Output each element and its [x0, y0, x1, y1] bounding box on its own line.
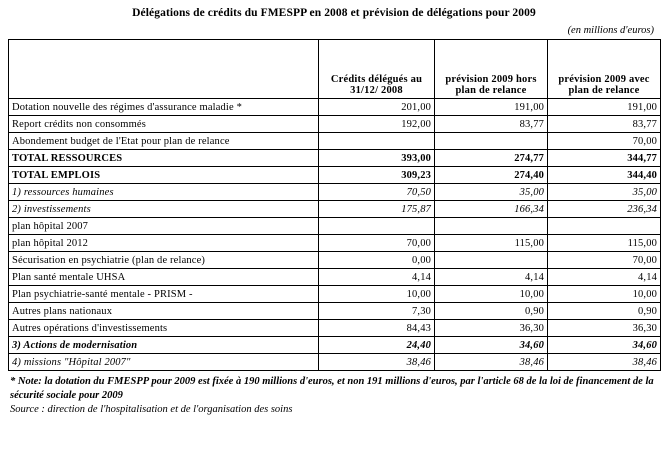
table-header: [9, 40, 661, 99]
column-header-prev-2009-hors: prévision 2009 hors plan de relance: [435, 40, 548, 99]
row-value-hors: 274,77: [435, 150, 548, 167]
row-label: Autres opérations d'investissements: [9, 320, 319, 337]
row-value-hors: 4,14: [435, 269, 548, 286]
unit-note: (en millions d'euros): [567, 25, 654, 36]
row-value-hors: 115,00: [435, 235, 548, 252]
row-value-avec: 191,00: [548, 99, 661, 116]
source-line: Source : direction de l'hospitalisation et de l'organisation des soins: [10, 404, 293, 416]
row-value-2008: 7,30: [319, 303, 435, 320]
row-value-hors: 36,30: [435, 320, 548, 337]
row-label: Plan santé mentale UHSA: [9, 269, 319, 286]
table-body: [9, 99, 661, 371]
column-header-label: [9, 40, 319, 99]
row-value-2008: 70,00: [319, 235, 435, 252]
row-value-avec: 115,00: [548, 235, 661, 252]
row-value-hors: 38,46: [435, 354, 548, 371]
row-label: Plan psychiatrie-santé mentale - PRISM -: [9, 286, 319, 303]
row-value-hors: [435, 218, 548, 235]
row-value-2008: 0,00: [319, 252, 435, 269]
table-row: [9, 184, 661, 201]
row-value-2008: 192,00: [319, 116, 435, 133]
table-row: [9, 116, 661, 133]
row-value-avec: 38,46: [548, 354, 661, 371]
footnote: * Note: la dotation du FMESPP pour 2009 est fixée à 190 millions d'euros, et non 191 millions d'euros, par l'article 68 de la loi de financement de la sécurité sociale pour 2009: [10, 376, 654, 401]
row-value-2008: 24,40: [319, 337, 435, 354]
row-label: 1) ressources humaines: [9, 184, 319, 201]
table-row: [9, 201, 661, 218]
row-value-avec: 4,14: [548, 269, 661, 286]
table-row: [9, 235, 661, 252]
row-value-avec: 83,77: [548, 116, 661, 133]
credits-table: [8, 39, 661, 371]
row-value-hors: [435, 133, 548, 150]
table-row: [9, 167, 661, 184]
row-value-2008: 70,50: [319, 184, 435, 201]
row-value-avec: 344,77: [548, 150, 661, 167]
row-value-hors: 191,00: [435, 99, 548, 116]
row-label: plan hôpital 2012: [9, 235, 319, 252]
row-value-2008: 4,14: [319, 269, 435, 286]
row-value-hors: 0,90: [435, 303, 548, 320]
row-value-hors: 166,34: [435, 201, 548, 218]
row-value-2008: 10,00: [319, 286, 435, 303]
row-label: TOTAL EMPLOIS: [9, 167, 319, 184]
row-value-2008: 84,43: [319, 320, 435, 337]
row-value-2008: 201,00: [319, 99, 435, 116]
row-value-avec: 34,60: [548, 337, 661, 354]
table-row: [9, 218, 661, 235]
row-label: TOTAL RESSOURCES: [9, 150, 319, 167]
row-value-avec: [548, 218, 661, 235]
row-value-hors: 83,77: [435, 116, 548, 133]
row-value-avec: 344,40: [548, 167, 661, 184]
table-row: [9, 286, 661, 303]
table-row: [9, 150, 661, 167]
row-value-2008: 175,87: [319, 201, 435, 218]
table-row: [9, 320, 661, 337]
column-header-prev-2009-avec: prévision 2009 avec plan de relance: [548, 40, 661, 99]
row-value-2008: 393,00: [319, 150, 435, 167]
row-value-avec: 0,90: [548, 303, 661, 320]
row-value-2008: [319, 133, 435, 150]
table-row: [9, 337, 661, 354]
row-value-2008: [319, 218, 435, 235]
row-value-2008: 309,23: [319, 167, 435, 184]
row-value-avec: 35,00: [548, 184, 661, 201]
row-value-hors: 34,60: [435, 337, 548, 354]
row-value-hors: 35,00: [435, 184, 548, 201]
table-row: [9, 252, 661, 269]
page-title: Délégations de crédits du FMESPP en 2008 et prévision de délégations pour 2009: [132, 7, 536, 19]
row-value-hors: [435, 252, 548, 269]
row-value-hors: 274,40: [435, 167, 548, 184]
row-value-avec: 70,00: [548, 252, 661, 269]
row-value-avec: 10,00: [548, 286, 661, 303]
row-label: 3) Actions de modernisation: [9, 337, 319, 354]
row-value-avec: 236,34: [548, 201, 661, 218]
row-label: Autres plans nationaux: [9, 303, 319, 320]
row-label: Sécurisation en psychiatrie (plan de relance): [9, 252, 319, 269]
row-label: 2) investissements: [9, 201, 319, 218]
table-row: [9, 269, 661, 286]
row-label: plan hôpital 2007: [9, 218, 319, 235]
table-row: [9, 99, 661, 116]
row-value-2008: 38,46: [319, 354, 435, 371]
row-label: Report crédits non consommés: [9, 116, 319, 133]
column-header-credits-2008: Crédits délégués au 31/12/ 2008: [319, 40, 435, 99]
row-label: 4) missions "Hôpital 2007": [9, 354, 319, 371]
row-value-hors: 10,00: [435, 286, 548, 303]
row-label: Abondement budget de l'Etat pour plan de relance: [9, 133, 319, 150]
table-row: [9, 303, 661, 320]
row-label: Dotation nouvelle des régimes d'assurance maladie *: [9, 99, 319, 116]
table-row: [9, 354, 661, 371]
row-value-avec: 36,30: [548, 320, 661, 337]
table-row: [9, 133, 661, 150]
row-value-avec: 70,00: [548, 133, 661, 150]
